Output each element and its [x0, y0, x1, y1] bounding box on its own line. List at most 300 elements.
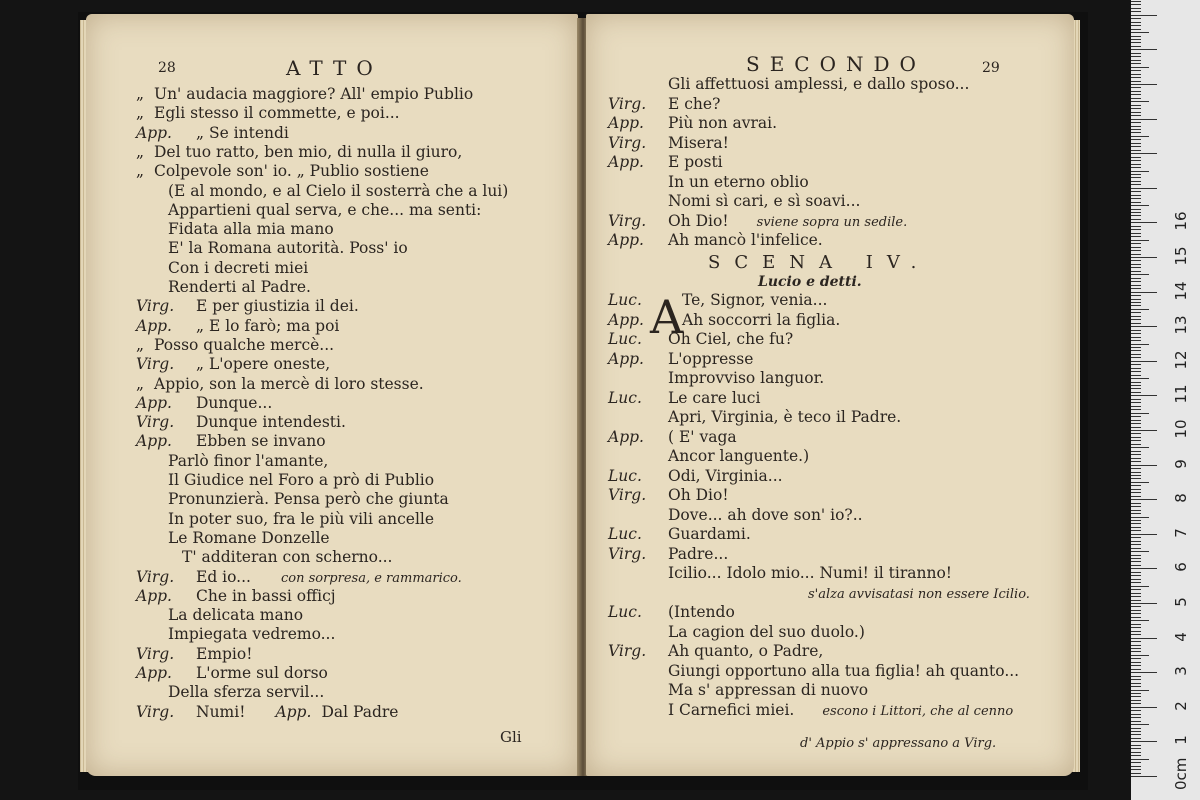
ruler-number: 7 [1172, 528, 1190, 538]
ruler-tick [1131, 236, 1141, 237]
ruler-tick [1131, 555, 1141, 556]
ruler-tick [1131, 631, 1141, 632]
verse-text: E' la Romana autorità. Poss' io [168, 239, 408, 258]
verse-text: Fidata alla mia mano [168, 220, 334, 239]
ruler-tick [1131, 361, 1157, 362]
ruler-tick [1131, 281, 1141, 282]
ruler-tick [1131, 132, 1141, 133]
ruler-tick [1131, 638, 1157, 639]
ruler-tick [1131, 513, 1141, 514]
ruler-tick [1131, 129, 1141, 130]
ruler-tick [1131, 617, 1141, 618]
ruler-tick [1131, 558, 1141, 559]
ruler-number: 12 [1172, 350, 1190, 370]
text-line [608, 544, 1074, 564]
ruler-tick [1131, 309, 1149, 310]
text-line [136, 470, 578, 490]
speaker-label: App. [608, 349, 644, 368]
ruler-tick [1131, 229, 1141, 230]
verse-text: Appartieni qual serva, e che... ma senti: [168, 200, 482, 219]
ruler-tick [1131, 160, 1141, 161]
verse-text: Le Romane Donzelle [168, 528, 330, 547]
ruler-tick [1131, 724, 1149, 725]
ruler-tick [1131, 209, 1141, 210]
verse-text: Egli stesso il commette, e poi... [154, 104, 400, 123]
verse-text: Numi! [196, 702, 246, 721]
ruler-tick [1131, 423, 1141, 424]
ruler-tick [1131, 108, 1141, 109]
text-line [608, 172, 1074, 192]
text-line [136, 663, 578, 683]
ruler-tick [1131, 257, 1157, 258]
ruler-tick [1131, 572, 1141, 573]
speaker-label: Virg. [136, 567, 175, 586]
ruler-tick [1131, 420, 1141, 421]
ruler-tick [1131, 541, 1141, 542]
ruler-tick [1131, 579, 1141, 580]
ruler-tick [1131, 679, 1141, 680]
speaker-label: Luc. [608, 603, 642, 621]
ruler-tick [1131, 440, 1141, 441]
speaker-label: Luc. [608, 291, 642, 309]
text-line [608, 602, 1074, 622]
text-line [136, 238, 578, 258]
verse-text: Del tuo ratto, ben mio, di nulla il giuro, [154, 142, 463, 161]
verse-text: La cagion del suo duolo.) [668, 622, 865, 641]
ruler-number: 3 [1172, 666, 1190, 676]
ruler-tick [1131, 184, 1141, 185]
speaker-label: Luc. [608, 466, 642, 485]
verse-text: Dunque intendesti. [196, 413, 346, 432]
ruler-tick [1131, 762, 1141, 763]
ruler-tick [1131, 333, 1141, 334]
ruler-tick [1131, 399, 1141, 400]
text-line [608, 427, 1074, 447]
ruler-tick [1131, 745, 1141, 746]
ruler-tick [1131, 364, 1141, 365]
ruler-tick [1131, 49, 1157, 50]
text-line [608, 583, 1074, 603]
verse-text: Icilio... Idolo mio... Numi! il tiranno! [668, 564, 953, 582]
ruler-tick [1131, 1, 1141, 2]
ruler-tick [1131, 478, 1141, 479]
ruler-tick [1131, 205, 1149, 206]
quote-mark: „ [136, 374, 145, 393]
text-line [136, 682, 578, 702]
ruler-tick [1131, 402, 1141, 403]
ruler-tick [1131, 717, 1141, 718]
text-line [136, 296, 578, 316]
ruler-tick [1131, 517, 1149, 518]
ruler-tick [1131, 645, 1141, 646]
verse-text: Dal Padre [321, 702, 399, 721]
ruler-tick [1131, 734, 1141, 735]
ruler-number: 8 [1172, 493, 1190, 503]
ruler-number: 9 [1172, 458, 1190, 469]
ruler-tick [1131, 344, 1149, 345]
text-line [136, 393, 578, 413]
ruler-tick [1131, 499, 1157, 500]
ruler-tick [1131, 70, 1141, 71]
verse-text: Giungi opportuno alla tua figlia! ah quanto... [668, 661, 1020, 680]
ruler-tick [1131, 8, 1141, 9]
verse-text: „ Se intendi [196, 123, 289, 142]
ruler-tick [1131, 430, 1157, 431]
text-line [608, 310, 1074, 330]
ruler-number: 0cm [1172, 757, 1190, 790]
speaker-label: Virg. [136, 702, 175, 721]
ruler-tick [1131, 769, 1141, 770]
ruler-tick [1131, 586, 1149, 587]
text-line [608, 641, 1074, 661]
ruler-number: 2 [1172, 701, 1190, 711]
ruler-tick [1131, 188, 1157, 189]
verse-text: Renderti al Padre. [168, 278, 311, 296]
scene-characters: Lucio e detti. [758, 274, 862, 290]
speaker-label: Virg. [608, 642, 647, 660]
ruler-tick [1131, 482, 1149, 483]
ruler-number: 13 [1172, 315, 1190, 335]
ruler-number: 10 [1172, 419, 1190, 439]
ruler-tick [1131, 582, 1141, 583]
speaker-label: App. [608, 114, 644, 132]
ruler-tick [1131, 91, 1141, 92]
speaker-label: App. [136, 586, 172, 605]
right-running-head: SECONDO [746, 52, 926, 76]
ruler-tick [1131, 11, 1141, 12]
ruler-tick [1131, 302, 1141, 303]
ruler-tick [1131, 648, 1141, 649]
ruler-tick [1131, 164, 1141, 165]
ruler-tick [1131, 707, 1157, 708]
ruler-tick [1131, 53, 1141, 54]
ruler-tick [1131, 292, 1157, 293]
speaker-label: App. [275, 702, 312, 721]
ruler-tick [1131, 624, 1141, 625]
ruler-tick [1131, 409, 1141, 410]
ruler-tick [1131, 714, 1141, 715]
text-line [136, 644, 578, 664]
text-line [136, 431, 578, 451]
ruler-tick [1131, 686, 1141, 687]
ruler-tick [1131, 561, 1141, 562]
ruler-tick [1131, 347, 1141, 348]
ruler-tick [1131, 472, 1141, 473]
text-line [136, 702, 578, 722]
verse-text: Che in bassi officj [196, 586, 336, 605]
ruler-tick [1131, 413, 1149, 414]
ruler-tick [1131, 496, 1141, 497]
text-line [136, 624, 578, 644]
ruler-tick [1131, 330, 1141, 331]
speaker-label: App. [136, 393, 172, 412]
ruler-tick [1131, 710, 1141, 711]
speaker-label: Luc. [608, 388, 642, 407]
ruler-tick [1131, 319, 1141, 320]
ruler-tick [1131, 305, 1141, 306]
speaker-label: App. [608, 427, 644, 446]
verse-text: I Carnefici miei. [668, 700, 795, 719]
verse-text: Un' audacia maggiore? All' empio Publio [154, 85, 474, 103]
ruler-tick [1131, 146, 1141, 147]
ruler-tick [1131, 759, 1149, 760]
ruler-tick [1131, 613, 1141, 614]
text-line [608, 152, 1074, 172]
verse-text: Colpevole son' io. „ Publio sostiene [154, 162, 429, 181]
speaker-label: App. [608, 153, 644, 171]
stage-direction: sviene sopra un sedile. [756, 214, 908, 230]
verse-text: Della sferza servil... [168, 683, 325, 702]
ruler-tick [1131, 468, 1141, 469]
ruler-tick [1131, 596, 1141, 597]
catchword: Gli [500, 728, 522, 746]
verse-text: Oh Ciel, che fu? [668, 330, 794, 348]
text-line [136, 374, 578, 394]
ruler-tick [1131, 530, 1141, 531]
verse-text: T' additeran con scherno... [182, 548, 393, 567]
text-line [608, 680, 1074, 700]
text-line [136, 489, 578, 509]
ruler-tick [1131, 427, 1141, 428]
speaker-label: App. [136, 316, 172, 335]
ruler-tick [1131, 67, 1149, 68]
ruler-tick [1131, 721, 1141, 722]
text-line [136, 509, 578, 529]
verse-text: (Intendo [668, 603, 735, 621]
ruler-tick [1131, 101, 1149, 102]
text-line [136, 528, 578, 548]
ruler-tick [1131, 181, 1141, 182]
speaker-label: Virg. [136, 297, 175, 316]
ruler-tick [1131, 703, 1141, 704]
ruler-tick [1131, 84, 1157, 85]
stage-direction: escono i Littori, che al cenno [822, 703, 1014, 719]
ruler-tick [1131, 693, 1141, 694]
ruler-tick [1131, 371, 1141, 372]
ruler-tick [1131, 350, 1141, 351]
ruler-tick [1131, 485, 1141, 486]
text-line [136, 605, 578, 625]
verse-text: Pronunzierà. Pensa però che giunta [168, 490, 449, 509]
ruler-tick [1131, 544, 1141, 545]
text-line [608, 94, 1074, 114]
speaker-label: Virg. [608, 486, 647, 504]
ruler-tick [1131, 215, 1141, 216]
text-line [136, 316, 578, 336]
ruler-tick [1131, 388, 1141, 389]
ruler-tick [1131, 212, 1141, 213]
scene-heading: SCENA IV. [708, 252, 931, 273]
ruler-tick [1131, 122, 1141, 123]
text-line [136, 84, 578, 104]
ruler-tick [1131, 126, 1141, 127]
ruler-tick [1131, 260, 1141, 261]
ruler-tick [1131, 191, 1141, 192]
ruler-tick [1131, 94, 1141, 95]
speaker-label: App. [136, 432, 172, 451]
verse-text: Più non avrai. [668, 114, 778, 132]
ruler-tick [1131, 250, 1141, 251]
ruler-tick [1131, 738, 1141, 739]
ruler-tick [1131, 247, 1141, 248]
ruler-tick [1131, 551, 1149, 552]
ruler-tick [1131, 690, 1149, 691]
ruler-tick [1131, 766, 1141, 767]
verse-text: Il Giudice nel Foro a prò di Publio [168, 471, 435, 489]
ruler-tick [1131, 600, 1141, 601]
text-line [136, 258, 578, 278]
verse-text: Parlò finor l'amante, [168, 451, 329, 470]
ruler-tick [1131, 4, 1141, 5]
ruler-tick [1131, 752, 1141, 753]
speaker-label: Luc. [608, 525, 642, 543]
ruler-tick [1131, 150, 1141, 151]
ruler-tick [1131, 98, 1141, 99]
ruler-tick [1131, 29, 1141, 30]
ruler-tick [1131, 700, 1141, 701]
ruler-tick [1131, 56, 1141, 57]
quote-mark: „ [136, 104, 145, 123]
text-line [136, 219, 578, 239]
ruler-tick [1131, 243, 1141, 244]
verse-text: ( E' vaga [668, 427, 737, 446]
ruler-tick [1131, 39, 1141, 40]
ruler-tick [1131, 672, 1157, 673]
ruler-tick [1131, 25, 1141, 26]
ruler-number: 4 [1172, 631, 1190, 642]
ruler-tick [1131, 620, 1149, 621]
verse-text: Apri, Virginia, è teco il Padre. [668, 408, 902, 426]
ruler-tick [1131, 288, 1141, 289]
ruler-tick [1131, 136, 1149, 137]
verse-text: Posso qualche mercè... [154, 335, 335, 354]
ruler-tick [1131, 475, 1141, 476]
verse-text: Ma s' appressan di nuovo [668, 681, 869, 699]
quote-mark: „ [136, 162, 145, 181]
left-page [86, 14, 578, 776]
text-line [136, 451, 578, 471]
text-line [136, 200, 578, 220]
text-line [608, 329, 1074, 349]
drop-cap: A [650, 290, 684, 344]
text-line [608, 661, 1074, 681]
ruler-number: 14 [1172, 281, 1190, 301]
stage-direction: con sorpresa, e rammarico. [280, 570, 462, 586]
ruler-tick [1131, 603, 1157, 604]
ruler-tick [1131, 447, 1149, 448]
ruler-tick [1131, 548, 1141, 549]
ruler-tick [1131, 593, 1141, 594]
ruler-number: 5 [1172, 597, 1190, 607]
quote-mark: „ [136, 85, 145, 103]
ruler-tick [1131, 233, 1141, 234]
text-line [608, 290, 1074, 310]
ruler-number: 16 [1172, 211, 1190, 231]
verse-text: Oh Dio! [668, 211, 729, 230]
ruler-tick [1131, 271, 1141, 272]
ruler-tick [1131, 112, 1141, 113]
text-line [136, 335, 578, 355]
ruler-tick [1131, 285, 1141, 286]
speaker-label: Luc. [608, 330, 642, 348]
text-line [136, 412, 578, 432]
ruler-tick [1131, 354, 1141, 355]
ruler-tick [1131, 171, 1149, 172]
speaker-label: Virg. [608, 94, 647, 113]
ruler-tick [1131, 651, 1141, 652]
ruler-tick [1131, 299, 1141, 300]
ruler-tick [1131, 105, 1141, 106]
ruler-tick [1131, 378, 1149, 379]
ruler-tick [1131, 589, 1141, 590]
ruler-tick [1131, 77, 1141, 78]
verse-text: L'orme sul dorso [196, 664, 328, 682]
ruler-tick [1131, 641, 1141, 642]
text-line [608, 388, 1074, 408]
ruler-tick [1131, 458, 1141, 459]
verse-text: Nomi sì cari, e sì soavi... [668, 192, 861, 210]
text-line [608, 524, 1074, 544]
ruler-tick [1131, 748, 1141, 749]
text-line [608, 622, 1074, 642]
verse-text: Improvviso languor. [668, 369, 825, 387]
ruler-tick [1131, 506, 1141, 507]
verse-text: Empio! [196, 644, 253, 663]
right-page [586, 14, 1074, 776]
text-line [608, 191, 1074, 211]
ruler-tick [1131, 74, 1141, 75]
verse-text: Ah mancò l'infelice. [668, 231, 823, 249]
ruler-tick [1131, 267, 1141, 268]
ruler-tick [1131, 755, 1141, 756]
verse-text: „ L'opere oneste, [196, 355, 331, 374]
speaker-label: Virg. [136, 413, 175, 432]
final-stage-direction: d' Appio s' appressano a Virg. [800, 736, 997, 751]
verse-text: Te, Signor, venia... [682, 291, 828, 309]
ruler-tick [1131, 226, 1141, 227]
ruler-number: 6 [1172, 562, 1190, 573]
verse-text: E che? [668, 94, 721, 113]
quote-mark: „ [136, 142, 145, 161]
stage-direction: s'alza avvisatasi non essere Icilio. [808, 586, 1030, 602]
text-line [136, 123, 578, 143]
ruler-tick [1131, 375, 1141, 376]
text-line [608, 446, 1074, 466]
speaker-label: App. [608, 231, 644, 249]
ruler-number: 15 [1172, 246, 1190, 266]
ruler-tick [1131, 731, 1141, 732]
ruler-tick [1131, 395, 1157, 396]
verse-text: Guardami. [668, 525, 751, 543]
verse-text: „ E lo farò; ma poi [196, 316, 340, 335]
ruler-tick [1131, 534, 1157, 535]
text-line [608, 700, 1074, 720]
verse-text: Ancor languente.) [668, 447, 810, 465]
ruler-tick [1131, 510, 1141, 511]
ruler-tick [1131, 465, 1157, 466]
verse-text: E posti [668, 153, 723, 171]
text-line [136, 161, 578, 181]
ruler-tick [1131, 385, 1141, 386]
ruler-tick [1131, 627, 1141, 628]
ruler-tick [1131, 202, 1141, 203]
ruler-tick [1131, 60, 1141, 61]
ruler-tick [1131, 119, 1157, 120]
ruler-tick [1131, 254, 1141, 255]
ruler-tick [1131, 537, 1141, 538]
ruler-tick [1131, 87, 1141, 88]
verse-text: Padre... [668, 544, 729, 563]
